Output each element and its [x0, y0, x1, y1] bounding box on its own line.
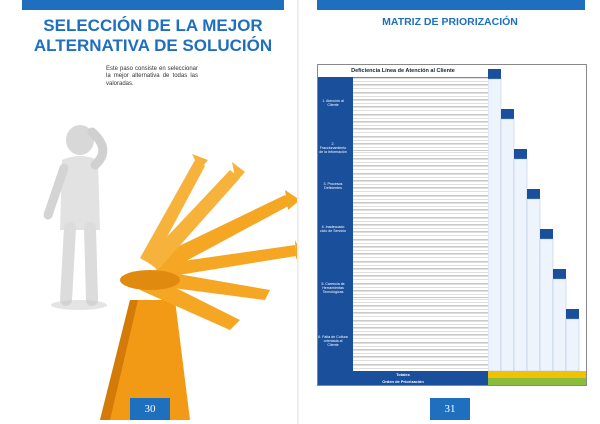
description-column [353, 77, 488, 371]
category-5: 5. Carencia de Herramientas Tecnológicas [321, 282, 345, 295]
body-text: Este paso consiste en seleccionar la mejor alternativa de todas las valoradas. [106, 66, 198, 87]
grid-step-header [540, 229, 553, 239]
category-column [318, 77, 348, 371]
grid-step-column [566, 319, 579, 371]
title-line-2: ALTERNATIVA DE SOLUCIÓN [33, 36, 273, 55]
page-number-left: 30 [130, 398, 170, 420]
grid-step-column [488, 79, 501, 371]
priority-values [488, 378, 586, 385]
category-6: 6. Falta de Cultura orientada al Cliente [318, 335, 348, 348]
totals-row: Totales [318, 371, 488, 378]
matrix-heading: MATRIZ DE PRIORIZACIÓN [382, 16, 518, 28]
grid-step-column [553, 279, 566, 371]
totals-values [488, 371, 586, 378]
comparison-grid [488, 65, 586, 371]
grid-step-column [514, 159, 527, 371]
title-line-1: SELECCIÓN DE LA MEJOR [43, 16, 263, 35]
top-bar-right [317, 0, 585, 10]
grid-step-header [514, 149, 527, 159]
category-3: 3. Procesos Deficientes [323, 182, 343, 191]
page-number-right: 31 [430, 398, 470, 420]
grid-step-header [527, 189, 540, 199]
grid-step-column [527, 199, 540, 371]
grid-step-column [501, 119, 514, 371]
grid-step-header [566, 309, 579, 319]
priority-order-row: Orden de Priorización [318, 378, 488, 385]
grid-step-header [501, 109, 514, 119]
grid-step-header [553, 269, 566, 279]
right-page [300, 0, 600, 424]
prioritization-matrix [317, 64, 587, 386]
grid-step-column [540, 239, 553, 371]
matrix-title: Deficiencia Línea de Atención al Cliente [318, 65, 488, 78]
category-4: 4. Inadecuado ciclo de Servicio [320, 225, 346, 234]
category-1: 1. Atención al Cliente [322, 99, 344, 108]
grid-step-header [488, 69, 501, 79]
category-2: 2. Fraccionamiento de la Información [319, 142, 347, 155]
